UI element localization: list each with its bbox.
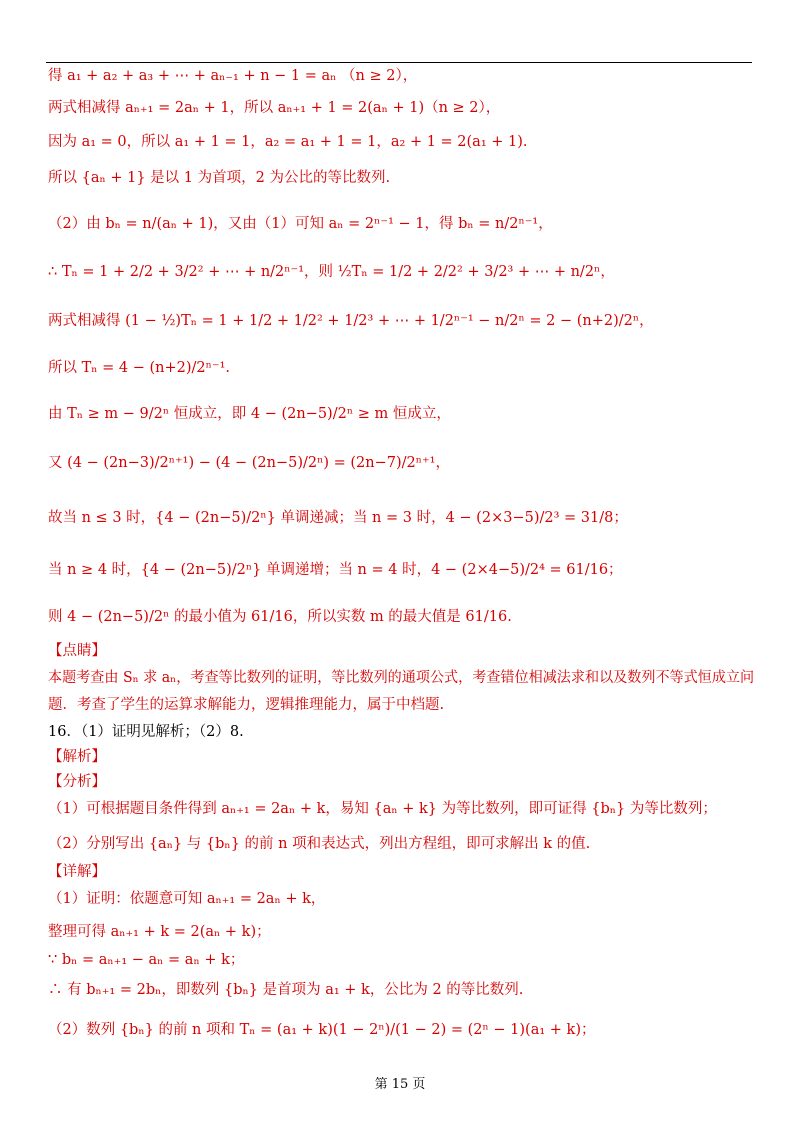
section-heading: 【分析】 [48,774,106,790]
page-number: 第 15 页 [374,1077,426,1092]
section-heading: 【解析】 [48,749,106,765]
text-line: 又 (4 − (2n−3)/2ⁿ⁺¹) − (4 − (2n−5)/2ⁿ) = (2n−7)/2ⁿ⁺¹， [48,455,450,471]
text-line: （2）分别写出 {aₙ} 与 {bₙ} 的前 n 项和表达式，列出方程组，即可求解出 k 的值. [48,836,591,852]
header-rule [46,62,752,63]
text-line: 则 4 − (2n−5)/2ⁿ 的最小值为 61/16，所以实数 m 的最大值是 61/16. [48,609,512,625]
section-heading: 【详解】 [48,864,106,880]
text-line: 因为 a₁ = 0，所以 a₁ + 1 = 1，a₂ = a₁ + 1 = 1，a₂ + 1 = 2(a₁ + 1). [48,134,528,150]
section-heading: 【点睛】 [48,643,106,659]
text-line: （1）可根据题目条件得到 aₙ₊₁ = 2aₙ + k，易知 {aₙ + k} 为等比数列，即可证得 {bₙ} 为等比数列； [48,801,717,817]
text-line: 本题考查由 Sₙ 求 aₙ，考查等比数列的证明，等比数列的通项公式，考查错位相减法求和以及数列不等式恒成立问 [48,670,755,686]
text-line: 由 Tₙ ≥ m − 9/2ⁿ 恒成立，即 4 − (2n−5)/2ⁿ ≥ m 恒成立， [48,406,451,422]
text-line: 当 n ≥ 4 时，{4 − (2n−5)/2ⁿ} 单调递增；当 n = 4 时，4 − (2×4−5)/2⁴ = 61/16； [48,562,623,578]
text-line: ∵ bₙ = aₙ₊₁ − aₙ = aₙ + k； [48,952,245,968]
text-line: 得 a₁ + a₂ + a₃ + ⋯ + aₙ₋₁ + n − 1 = aₙ （n ≥ 2）， [48,68,418,84]
answer-line: 16．（1）证明见解析；（2）8. [48,724,244,740]
text-line: 题．考查了学生的运算求解能力，逻辑推理能力，属于中档题. [48,697,445,713]
text-line: ∴ Tₙ = 1 + 2/2 + 3/2² + ⋯ + n/2ⁿ⁻¹，则 ½Tₙ = 1/2 + 2/2² + 3/2³ + ⋯ + n/2ⁿ， [48,264,615,280]
text-line: 故当 n ≤ 3 时，{4 − (2n−5)/2ⁿ} 单调递减；当 n = 3 时，4 − (2×3−5)/2³ = 31/8； [48,510,628,526]
text-line: （1）证明：依题意可知 aₙ₊₁ = 2aₙ + k， [48,891,326,907]
text-line: 所以 Tₙ = 4 − (n+2)/2ⁿ⁻¹. [48,360,231,376]
text-line: 两式相减得 (1 − ½)Tₙ = 1 + 1/2 + 1/2² + 1/2³ + ⋯ + 1/2ⁿ⁻¹ − n/2ⁿ = 2 − (n+2)/2ⁿ， [48,313,654,329]
text-line: 整理可得 aₙ₊₁ + k = 2(aₙ + k)； [48,924,271,940]
text-line: 两式相减得 aₙ₊₁ = 2aₙ + 1，所以 aₙ₊₁ + 1 = 2(aₙ + 1)（n ≥ 2）， [48,100,501,116]
text-line: ∴ 有 bₙ₊₁ = 2bₙ，即数列 {bₙ} 是首项为 a₁ + k，公比为 2 的等比数列. [48,982,524,998]
text-line: 所以 {aₙ + 1} 是以 1 为首项，2 为公比的等比数列. [48,170,391,186]
text-line: （2）数列 {bₙ} 的前 n 项和 Tₙ = (a₁ + k)(1 − 2ⁿ)/(1 − 2) = (2ⁿ − 1)(a₁ + k)； [48,1022,596,1038]
text-line: （2）由 bₙ = n/(aₙ + 1)，又由（1）可知 aₙ = 2ⁿ⁻¹ − 1，得 bₙ = n/2ⁿ⁻¹， [48,216,553,232]
